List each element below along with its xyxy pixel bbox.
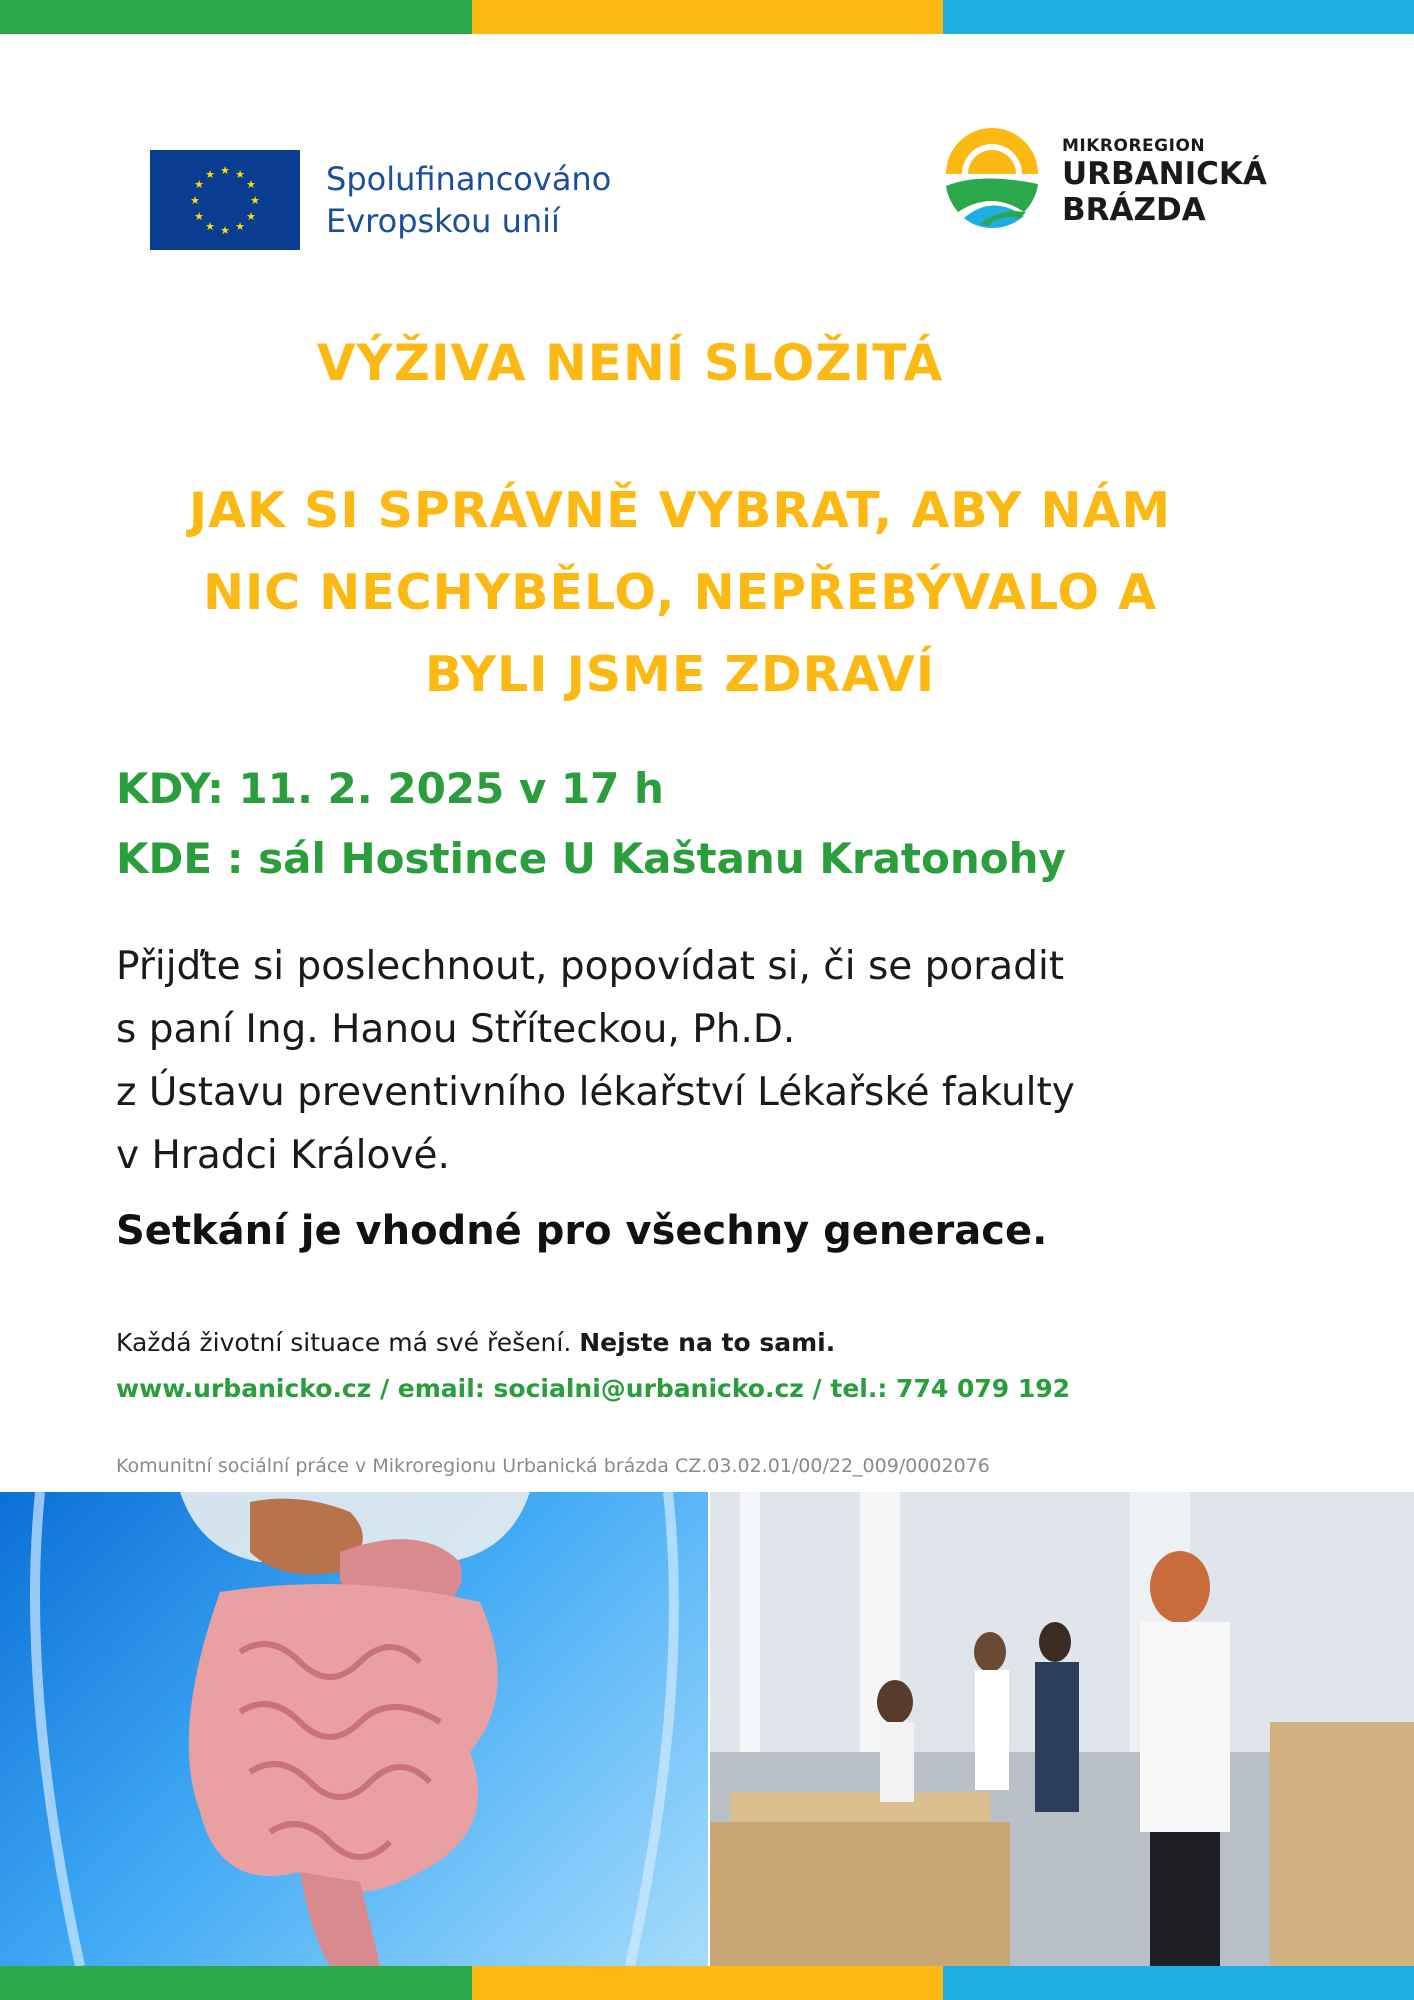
svg-text:★: ★	[220, 164, 230, 177]
svg-text:★: ★	[235, 220, 245, 233]
bottom-bar-yellow	[472, 1966, 943, 2000]
tagline	[116, 1328, 835, 1357]
description-line-3: z Ústavu preventivního lékařství Lékařské fakulty	[116, 1070, 1075, 1115]
event-title: VÝŽIVA NENÍ SLOŽITÁ	[316, 334, 944, 392]
top-bar-yellow	[472, 0, 943, 34]
sun-hills-icon	[940, 128, 1044, 236]
digestive-system-image	[0, 1492, 708, 1966]
description-line-1: Přijďte si poslechnout, popovídat si, či se poradit	[116, 944, 1065, 989]
svg-text:★: ★	[205, 220, 215, 233]
eu-logo-line1: Spolufinancováno	[326, 160, 612, 198]
svg-text:★: ★	[235, 168, 245, 181]
audience-note: Setkání je vhodné pro všechny generace.	[116, 1208, 1048, 1254]
mikroregion-logo-text	[1062, 136, 1267, 228]
event-description	[116, 935, 1075, 1187]
mikroregion-name-line2: BRÁZDA	[1062, 192, 1206, 228]
eu-logo-text	[326, 158, 611, 242]
subtitle-line-3: BYLI JSME ZDRAVÍ	[424, 646, 936, 703]
svg-text:★: ★	[205, 168, 215, 181]
svg-text:★: ★	[194, 210, 204, 223]
eu-cofinancing-logo	[150, 150, 611, 250]
mikroregion-label: MIKROREGION	[1062, 136, 1206, 156]
event-location: KDE : sál Hostince U Kaštanu Kratonohy	[116, 834, 1066, 883]
eu-logo-line2: Evropskou unií	[326, 202, 560, 240]
contact-info: www.urbanicko.cz / email: socialni@urbanicko.cz / tel.: 774 079 192	[116, 1374, 1071, 1403]
tagline-normal: Každá životní situace má své řešení.	[116, 1328, 580, 1357]
mikroregion-name-line1: URBANICKÁ	[1062, 156, 1267, 192]
top-bar-blue	[943, 0, 1414, 34]
bottom-bar-green	[0, 1966, 472, 2000]
subtitle-line-2: NIC NECHYBĚLO, NEPŘEBÝVALO A	[202, 564, 1158, 621]
subtitle-line-1: JAK SI SPRÁVNĚ VYBRAT, ABY NÁM	[188, 482, 1172, 539]
svg-text:★: ★	[250, 194, 260, 207]
description-line-2: s paní Ing. Hanou Stříteckou, Ph.D.	[116, 1007, 796, 1052]
library-people-image	[710, 1492, 1414, 1966]
event-subtitle	[100, 470, 1260, 716]
svg-text:★: ★	[220, 224, 230, 237]
svg-text:★: ★	[194, 178, 204, 191]
top-color-bar	[0, 0, 1414, 34]
tagline-bold: Nejste na to sami.	[579, 1328, 836, 1357]
svg-text:★: ★	[190, 194, 200, 207]
event-date: KDY: 11. 2. 2025 v 17 h	[116, 764, 664, 813]
bottom-bar-blue	[943, 1966, 1414, 2000]
project-note: Komunitní sociální práce v Mikroregionu Urbanická brázda CZ.03.02.01/00/22_009/0002076	[116, 1455, 990, 1477]
description-line-4: v Hradci Králové.	[116, 1133, 450, 1178]
svg-text:★: ★	[246, 178, 256, 191]
mikroregion-logo	[940, 128, 1267, 236]
svg-text:★: ★	[246, 210, 256, 223]
bottom-color-bar	[0, 1966, 1414, 2000]
top-bar-green	[0, 0, 472, 34]
eu-flag-icon	[150, 150, 300, 250]
